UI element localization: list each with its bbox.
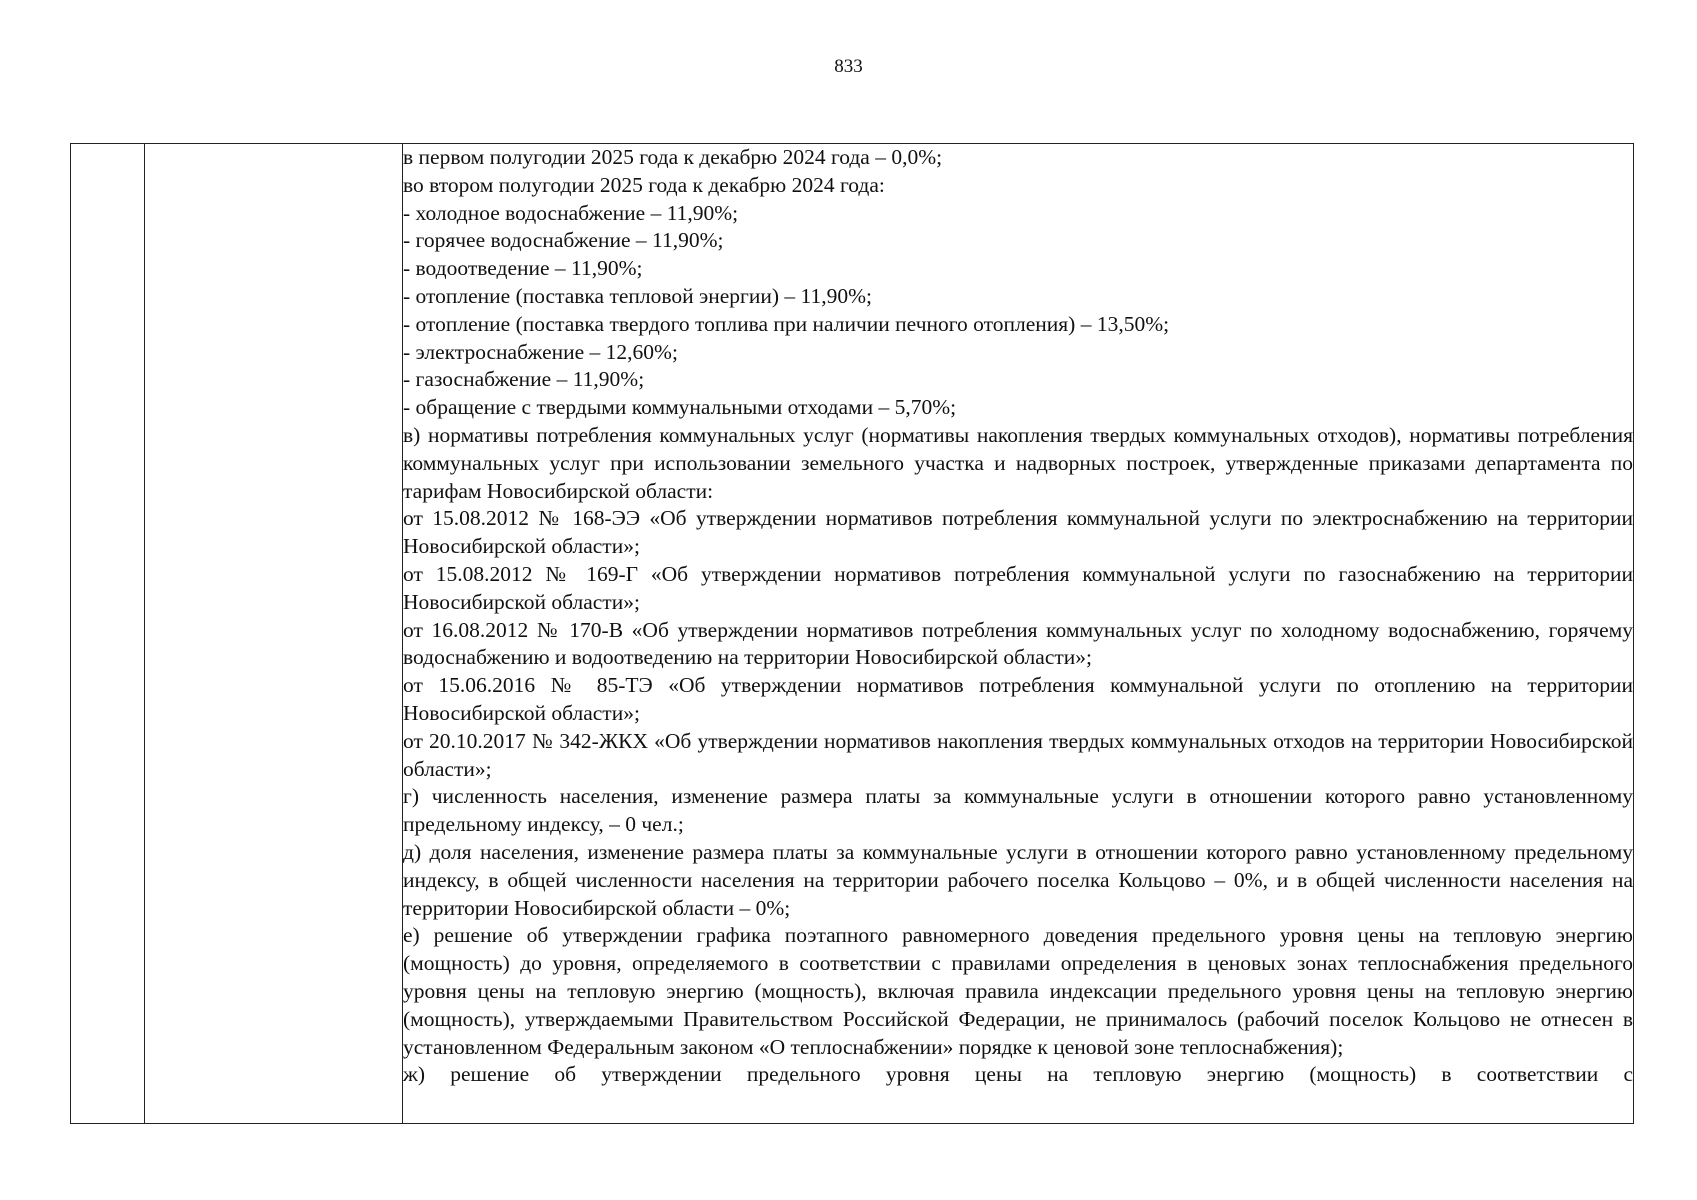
order-reference: от 15.08.2012 № 168-ЭЭ «Об утверждении нормативов потребления коммунальной услуги по электроснабжению на территории Новосибирской области»;	[403, 506, 1633, 559]
list-item: - обращение с твердыми коммунальными отходами – 5,70%;	[403, 395, 957, 420]
empty-title-cell	[145, 144, 403, 1124]
list-item: - отопление (поставка тепловой энергии) – 11,90%;	[403, 283, 872, 308]
paragraph-zh: ж) решение об утверждении предельного уровня цены на тепловую энергию (мощность) в соответствии с	[403, 1062, 1633, 1087]
list-item: - водоотведение – 11,90%;	[403, 256, 643, 281]
paragraph-e: е) решение об утверждении графика поэтапного равномерного доведения предельного уровня цены на тепловую энергию (мощность) до уровня, определяемого в соответствии с правилами определения в ценовых зонах теплоснабжения предельного уровня цены на тепловую энергию (мощность), включая правила индексации предельного уровня цены на тепловую энергию (мощность), утверждаемыми Правительством Российской Федерации, не принималось (рабочий поселок Кольцово не отнесен в установленном Федеральным законом «О теплоснабжении» порядке к ценовой зоне теплоснабжения);	[403, 923, 1633, 1059]
page-number: 833	[834, 56, 863, 77]
order-reference: от 20.10.2017 № 342-ЖКХ «Об утверждении нормативов накопления твердых коммунальных отходов на территории Новосибирской области»;	[403, 728, 1633, 781]
content-table	[70, 143, 1634, 1124]
list-item: - горячее водоснабжение – 11,90%;	[403, 228, 724, 253]
paragraph-d: д) доля населения, изменение размера платы за коммунальные услуги в отношении которого равно установленному предельному индексу, в общей численности населения на территории рабочего поселка Кольцово – 0%, и в общей численности населения на территории Новосибирской области – 0%;	[403, 839, 1633, 920]
order-reference: от 16.08.2012 № 170-В «Об утверждении нормативов потребления коммунальных услуг по холодному водоснабжению, горячему водоснабжению и водоотведению на территории Новосибирской области»;	[403, 617, 1633, 670]
list-item: - отопление (поставка твердого топлива при наличии печного отопления) – 13,50%;	[403, 311, 1170, 336]
list-item: - электроснабжение – 12,60%;	[403, 339, 678, 364]
list-item: - газоснабжение – 11,90%;	[403, 367, 645, 392]
text-line: во втором полугодии 2025 года к декабрю 2024 года:	[403, 172, 885, 197]
text-line: в первом полугодии 2025 года к декабрю 2024 года – 0,0%;	[403, 145, 943, 169]
paragraph-g: г) численность населения, изменение размера платы за коммунальные услуги в отношении которого равно установленному предельному индексу, – 0 чел.;	[403, 784, 1633, 837]
text-cell	[403, 144, 1634, 1124]
paragraph-v: в) нормативы потребления коммунальных услуг (нормативы накопления твердых коммунальных отходов), нормативы потребления коммунальных услуг при использовании земельного участка и надворных построек, утвержденные приказами департамента по тарифам Новосибирской области:	[403, 422, 1633, 503]
table-row	[71, 144, 1634, 1124]
empty-number-cell	[71, 144, 145, 1124]
order-reference: от 15.06.2016 № 85-ТЭ «Об утверждении нормативов потребления коммунальной услуги по отоплению на территории Новосибирской области»;	[403, 673, 1633, 725]
list-item: - холодное водоснабжение – 11,90%;	[403, 200, 739, 225]
order-reference: от 15.08.2012 № 169-Г «Об утверждении нормативов потребления коммунальной услуги по газоснабжению на территории Новосибирской области»;	[403, 561, 1633, 614]
